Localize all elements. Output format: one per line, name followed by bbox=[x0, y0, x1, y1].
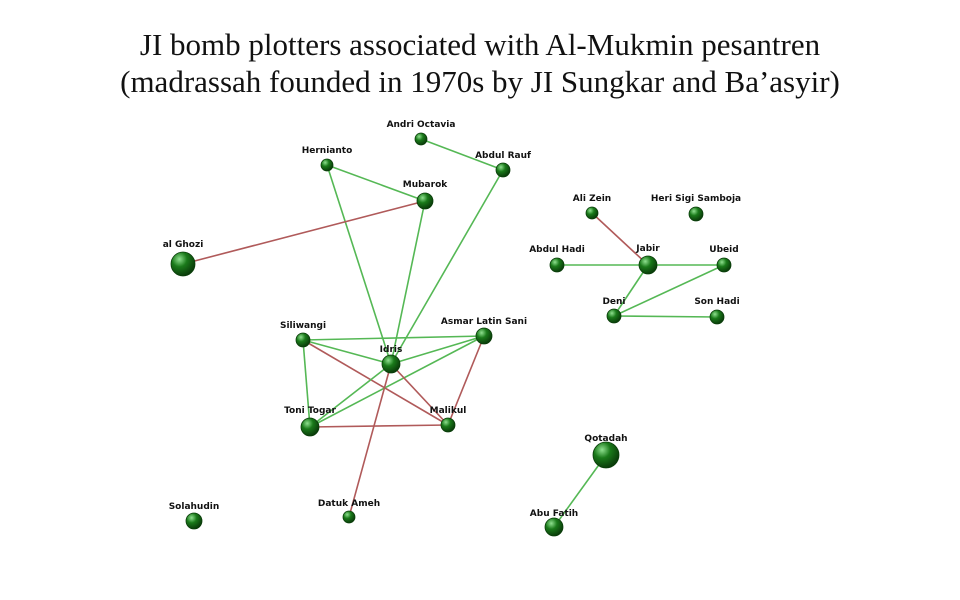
node-siliwangi bbox=[280, 321, 326, 347]
node-circle-deni bbox=[607, 309, 621, 323]
node-datukameh bbox=[318, 499, 380, 523]
node-circle-herisigi bbox=[689, 207, 703, 221]
node-idris bbox=[380, 345, 403, 373]
edge-deni-sonhadi bbox=[614, 316, 717, 317]
node-circle-hernianto bbox=[321, 159, 333, 171]
node-label-idris: Idris bbox=[379, 345, 403, 355]
node-circle-asmar bbox=[476, 328, 492, 344]
node-malikul bbox=[430, 406, 467, 432]
node-label-hernianto: Hernianto bbox=[301, 146, 353, 156]
node-label-sonhadi: Son Hadi bbox=[694, 297, 740, 307]
edge-idris-tonitogar bbox=[310, 364, 391, 427]
node-circle-alghozi bbox=[171, 252, 195, 276]
node-circle-alizein bbox=[586, 207, 598, 219]
node-label-alghozi: al Ghozi bbox=[162, 240, 204, 250]
node-circle-siliwangi bbox=[296, 333, 310, 347]
node-ubeid bbox=[709, 245, 738, 272]
node-abdulrauf bbox=[475, 151, 531, 177]
node-circle-sonhadi bbox=[710, 310, 724, 324]
node-hernianto bbox=[302, 146, 353, 171]
edge-alghozi-mubarok bbox=[183, 201, 425, 264]
title-line-2: (madrassah founded in 1970s by JI Sungkar and Ba’asyir) bbox=[120, 64, 840, 99]
node-circle-abdulhadi bbox=[550, 258, 564, 272]
node-label-abdulhadi: Abdul Hadi bbox=[529, 245, 585, 255]
node-label-andri: Andri Octavia bbox=[386, 120, 456, 130]
node-label-mubarok: Mubarok bbox=[402, 180, 448, 190]
title-line-1: JI bomb plotters associated with Al-Mukmin pesantren bbox=[139, 27, 821, 62]
node-circle-malikul bbox=[441, 418, 455, 432]
node-herisigi bbox=[651, 194, 741, 221]
node-label-asmar: Asmar Latin Sani bbox=[440, 317, 528, 327]
node-circle-idris bbox=[382, 355, 400, 373]
edge-mubarok-idris bbox=[391, 201, 425, 364]
node-abufatih bbox=[530, 509, 578, 536]
edge-alizein-jabir bbox=[592, 213, 648, 265]
node-alghozi bbox=[163, 240, 204, 276]
node-label-qotadah: Qotadah bbox=[584, 434, 628, 444]
node-label-abdulrauf: Abdul Rauf bbox=[475, 151, 531, 161]
node-circle-ubeid bbox=[717, 258, 731, 272]
edge-siliwangi-idris bbox=[303, 340, 391, 364]
edge-idris-datukameh bbox=[349, 364, 391, 517]
node-andri bbox=[387, 120, 456, 145]
node-circle-andri bbox=[415, 133, 427, 145]
node-circle-tonitogar bbox=[301, 418, 319, 436]
node-label-jabir: Jabir bbox=[636, 244, 660, 254]
node-circle-abufatih bbox=[545, 518, 563, 536]
node-abdulhadi bbox=[529, 245, 585, 272]
node-label-tonitogar: Toni Togar bbox=[284, 406, 336, 416]
node-label-alizein: Ali Zein bbox=[572, 194, 612, 204]
node-layer bbox=[163, 120, 741, 536]
edge-siliwangi-asmar bbox=[303, 336, 484, 340]
node-circle-jabir bbox=[639, 256, 657, 274]
node-label-datukameh: Datuk Ameh bbox=[317, 499, 381, 509]
node-solahudin bbox=[169, 502, 220, 529]
node-qotadah bbox=[584, 434, 627, 468]
node-label-herisigi: Heri Sigi Samboja bbox=[650, 194, 742, 204]
edge-layer bbox=[183, 139, 724, 527]
node-circle-qotadah bbox=[593, 442, 619, 468]
node-tonitogar bbox=[284, 406, 336, 436]
node-label-solahudin: Solahudin bbox=[168, 502, 220, 512]
node-circle-solahudin bbox=[186, 513, 202, 529]
node-jabir bbox=[635, 244, 660, 274]
edge-tonitogar-malikul bbox=[310, 425, 448, 427]
node-label-abufatih: Abu Fatih bbox=[529, 509, 579, 519]
node-circle-abdulrauf bbox=[496, 163, 510, 177]
node-sonhadi bbox=[694, 297, 739, 324]
node-circle-mubarok bbox=[417, 193, 433, 209]
node-circle-datukameh bbox=[343, 511, 355, 523]
node-alizein bbox=[573, 194, 611, 219]
node-label-malikul: Malikul bbox=[429, 406, 467, 416]
node-label-siliwangi: Siliwangi bbox=[279, 321, 327, 331]
node-deni bbox=[602, 297, 625, 323]
node-label-ubeid: Ubeid bbox=[709, 245, 739, 255]
node-label-deni: Deni bbox=[602, 297, 626, 307]
edge-hernianto-idris bbox=[327, 165, 391, 364]
node-asmar bbox=[441, 317, 527, 344]
